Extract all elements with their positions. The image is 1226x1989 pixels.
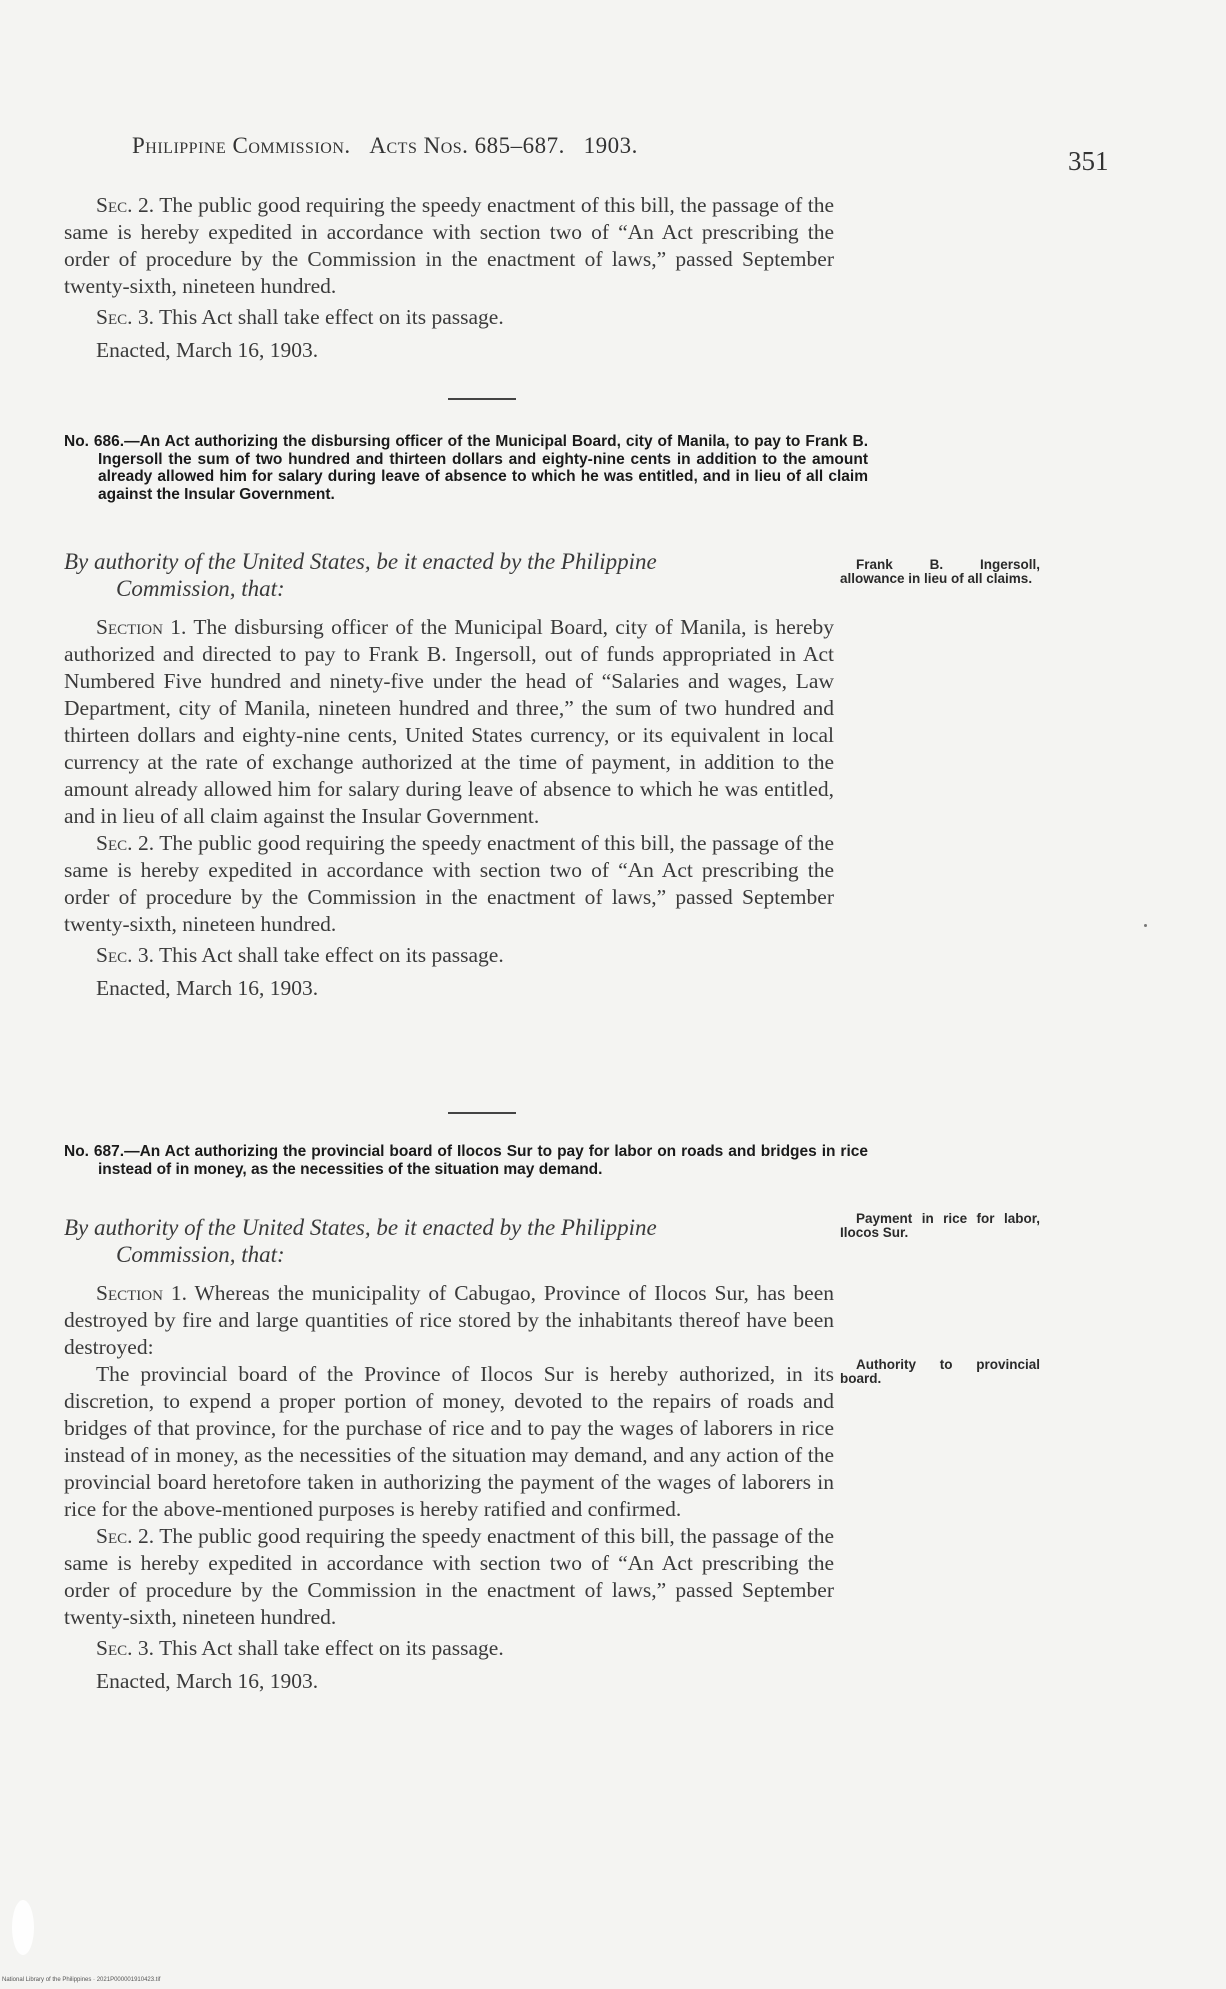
- enacting-line-1: By authority of the United States, be it enacted by the Philippine: [64, 1215, 657, 1240]
- act-687-enacted-date: Enacted, March 16, 1903.: [96, 1669, 319, 1693]
- section-text: This Act shall take effect on its passage.: [159, 305, 504, 329]
- running-head-commission: Philippine Commission.: [132, 133, 351, 158]
- act-687-enacting-clause: [64, 1214, 834, 1268]
- section-divider: [448, 398, 516, 400]
- act-685-section-2: [64, 192, 834, 300]
- page-number: 351: [1068, 146, 1109, 176]
- section-label: Sec. 2.: [96, 831, 155, 855]
- scan-speck: [1144, 924, 1147, 927]
- section-text: Whereas the municipality of Cabugao, Province of Ilocos Sur, has been destroyed by fire and large quantities of rice stored by the inhabitants thereof have been destroyed:: [64, 1281, 834, 1359]
- act-686-section-3: [64, 942, 834, 969]
- enacting-line-2: Commission, that:: [116, 576, 285, 601]
- section-label: Sec. 3.: [96, 305, 154, 329]
- act-687-section-3: [64, 1635, 834, 1662]
- act-685-tail: [64, 192, 834, 364]
- section-label: Section 1.: [96, 1281, 187, 1305]
- enacting-line-1: By authority of the United States, be it enacted by the Philippine: [64, 549, 657, 574]
- section-text: The public good requiring the speedy enactment of this bill, the passage of the same is hereby expedited in accordance with section two of “An Act prescribing the order of procedure by the Commission in the enactment of laws,” passed September twenty-sixth, nineteen hundred.: [64, 1524, 834, 1629]
- act-686-section-1: [64, 614, 834, 830]
- running-head-acts: Acts Nos. 685–687.: [369, 133, 565, 158]
- section-label: Sec. 3.: [96, 1636, 154, 1660]
- act-686-section-2: [64, 830, 834, 938]
- section-text: This Act shall take effect on its passage.: [159, 1636, 504, 1660]
- scan-footer-tag: National Library of the Philippines · 2021P000001910423.tif: [2, 1977, 161, 1983]
- section-label: Sec. 2.: [96, 193, 155, 217]
- enacting-line-2: Commission, that:: [116, 1242, 285, 1267]
- scan-blot: [12, 1900, 34, 1955]
- act-687-section-2: [64, 1523, 834, 1631]
- act-687-title: No. 687.—An Act authorizing the provincial board of Ilocos Sur to pay for labor on roads and bridges in rice instead of in money, as the necessities of the situation may demand.: [64, 1143, 868, 1178]
- act-686-body: [64, 614, 834, 1002]
- act-685-section-3: [64, 304, 834, 331]
- act-687-section-1: [64, 1280, 834, 1361]
- act-687-margin-note-payment: Payment in rice for labor, Ilocos Sur.: [840, 1211, 1040, 1240]
- section-text: The public good requiring the speedy enactment of this bill, the passage of the same is hereby expedited in accordance with section two of “An Act prescribing the order of procedure by the Commission in the enactment of laws,” passed September twenty-sixth, nineteen hundred.: [64, 831, 834, 936]
- running-head: [132, 133, 782, 159]
- act-685-enacted-date: Enacted, March 16, 1903.: [96, 338, 319, 362]
- section-text: This Act shall take effect on its passage.: [159, 943, 504, 967]
- act-687-margin-note-authority: Authority to provincial board.: [840, 1357, 1040, 1386]
- act-687-section-1-continued: The provincial board of the Province of Ilocos Sur is hereby authorized, in its discretion, to expend a proper portion of money, devoted to the repairs of roads and bridges of that province, for the purchase of rice and to pay the wages of laborers in rice instead of in money, as the necessities of the situation may demand, and any action of the provincial board heretofore taken in authorizing the payment of the wages of laborers in rice for the above-mentioned purposes is hereby ratified and confirmed.: [64, 1362, 834, 1521]
- act-686-enacted-date: Enacted, March 16, 1903.: [96, 976, 319, 1000]
- section-label: Sec. 2.: [96, 1524, 155, 1548]
- section-text: The disbursing officer of the Municipal Board, city of Manila, is hereby authorized and directed to pay to Frank B. Ingersoll, out of funds appropriated in Act Numbered Five hundred and ninety-five under the head of “Salaries and wages, Law Department, city of Manila, nineteen hundred and three,” the sum of two hundred and thirteen dollars and eighty-nine cents, United States currency, or its equivalent in local currency at the rate of exchange authorized at the time of payment, in addition to the amount already allowed him for salary during leave of absence to which he was entitled, and in lieu of all claim against the Insular Government.: [64, 615, 835, 828]
- act-687-body: [64, 1280, 834, 1695]
- section-divider: [448, 1112, 516, 1114]
- section-text: The public good requiring the speedy enactment of this bill, the passage of the same is hereby expedited in accordance with section two of “An Act prescribing the order of procedure by the Commission in the enactment of laws,” passed September twenty-sixth, nineteen hundred.: [64, 193, 834, 298]
- act-686-title: No. 686.—An Act authorizing the disbursing officer of the Municipal Board, city of Manila, to pay to Frank B. Ingersoll the sum of two hundred and thirteen dollars and eighty-nine cents in addition to the amount already allowed him for salary during leave of absence to which he was entitled, and in lieu of all claim against the Insular Government.: [64, 433, 868, 503]
- section-label: Sec. 3.: [96, 943, 154, 967]
- section-label: Section 1.: [96, 615, 187, 639]
- act-686-enacting-clause: [64, 548, 834, 602]
- running-head-year: 1903.: [583, 133, 638, 158]
- act-686-margin-note: Frank B. Ingersoll, allowance in lieu of all claims.: [840, 557, 1040, 586]
